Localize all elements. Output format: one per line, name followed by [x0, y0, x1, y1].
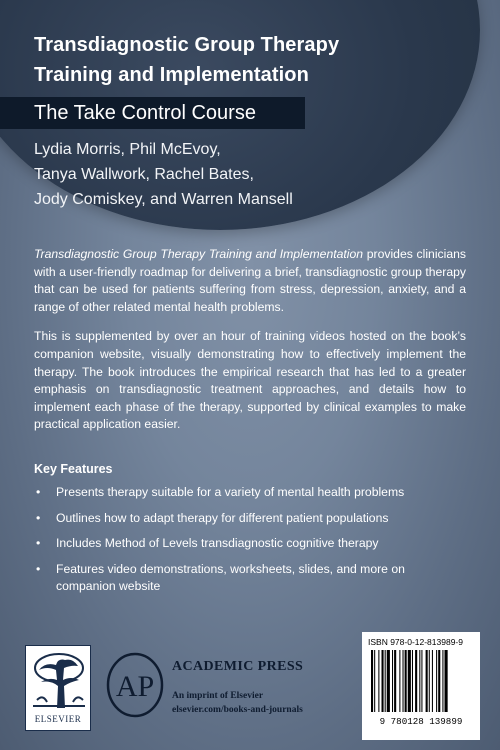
feature-text: Outlines how to adapt therapy for different patient populations: [56, 510, 389, 525]
title-line-2: Training and Implementation: [34, 64, 309, 86]
barcode-bar: [421, 650, 422, 712]
barcode-bar: [432, 650, 433, 712]
barcode-bar: [415, 650, 417, 712]
feature-text: Presents therapy suitable for a variety of mental health problems: [56, 485, 405, 499]
barcode-bar: [392, 650, 393, 712]
authors-line-2: Tanya Wallwork, Rachel Bates,: [34, 166, 254, 183]
book-description: [34, 246, 466, 446]
barcode-bar: [438, 650, 440, 712]
barcode-graphic: [370, 650, 472, 712]
elsevier-logo: [25, 645, 91, 731]
feature-text: Includes Method of Levels transdiagnostic cognitive therapy: [56, 536, 379, 551]
publisher-name: ACADEMIC PRESS: [172, 659, 304, 674]
feature-item: [34, 561, 466, 596]
barcode-bar: [385, 650, 386, 712]
elsevier-tree-icon: [31, 650, 87, 708]
barcode-bar: [405, 650, 407, 712]
barcode-bar: [378, 650, 379, 712]
barcode-bar: [429, 650, 430, 712]
academic-press-logo-icon: [106, 652, 164, 718]
bullet-icon: •: [36, 510, 41, 525]
key-features-list: [34, 484, 466, 604]
barcode-bar: [408, 650, 411, 712]
barcode-digits: 9 780128 139899: [379, 716, 463, 727]
bullet-icon: •: [36, 536, 41, 551]
book-subtitle: The Take Control Course: [34, 102, 256, 124]
feature-text: Features video demonstrations, worksheets, slides, and more on companion website: [56, 561, 405, 594]
barcode-bar: [445, 650, 448, 712]
barcode-bar: [387, 650, 390, 712]
feature-item: [34, 535, 466, 553]
isbn-label: ISBN 978-0-12-813989-9: [368, 637, 463, 647]
description-paragraph-2: This is supplemented by over an hour of training videos hosted on the book’s companion website, visually demonstrating how to effectively implement the therapy. The book introduces the empirical research that has led to a greater emphasis on transdiagnostic treatment approaches, and details how to implement each phase of the therapy, supported by clinical examples to make practical application easier.: [34, 329, 466, 432]
description-title-italic: Transdiagnostic Group Therapy Training and Implementation: [34, 247, 364, 261]
ap-logo-letters: AP: [115, 670, 155, 703]
barcode-bar: [403, 650, 404, 712]
barcode-bar: [382, 650, 384, 712]
bullet-icon: •: [36, 485, 41, 499]
publisher-info: [172, 657, 303, 717]
barcode-bar: [412, 650, 413, 712]
key-features-heading: Key Features: [34, 462, 113, 476]
barcode-bar: [399, 650, 400, 712]
barcode-bar: [394, 650, 396, 712]
authors-line-3: Jody Comiskey, and Warren Mansell: [34, 191, 293, 208]
barcode-bar: [374, 650, 375, 712]
description-p1-rest: provides clinicians with a user-friendly roadmap for delivering a brief, transdiagnostic group therapy that can be used for patients suffering from stress, depression, anxiety, and a range of other related mental health problems.: [34, 247, 466, 314]
feature-item: [34, 510, 466, 528]
feature-item: [34, 484, 466, 502]
title-line-1: Transdiagnostic Group Therapy: [34, 34, 340, 56]
publisher-url: elsevier.com/books-and-journals: [172, 705, 303, 715]
barcode-bar: [442, 650, 443, 712]
barcode-bar: [426, 650, 428, 712]
author-list: [34, 137, 293, 212]
publisher-imprint: An imprint of Elsevier: [172, 691, 264, 701]
barcode-panel: [362, 632, 480, 740]
book-title: [34, 30, 474, 90]
authors-line-1: Lydia Morris, Phil McEvoy,: [34, 141, 221, 158]
barcode-bar: [371, 650, 373, 712]
bullet-icon: •: [36, 561, 41, 576]
description-paragraph-1: [34, 246, 466, 316]
barcode-bar: [419, 650, 420, 712]
elsevier-logo-text: ELSEVIER: [34, 714, 82, 724]
barcode-bar: [436, 650, 437, 712]
